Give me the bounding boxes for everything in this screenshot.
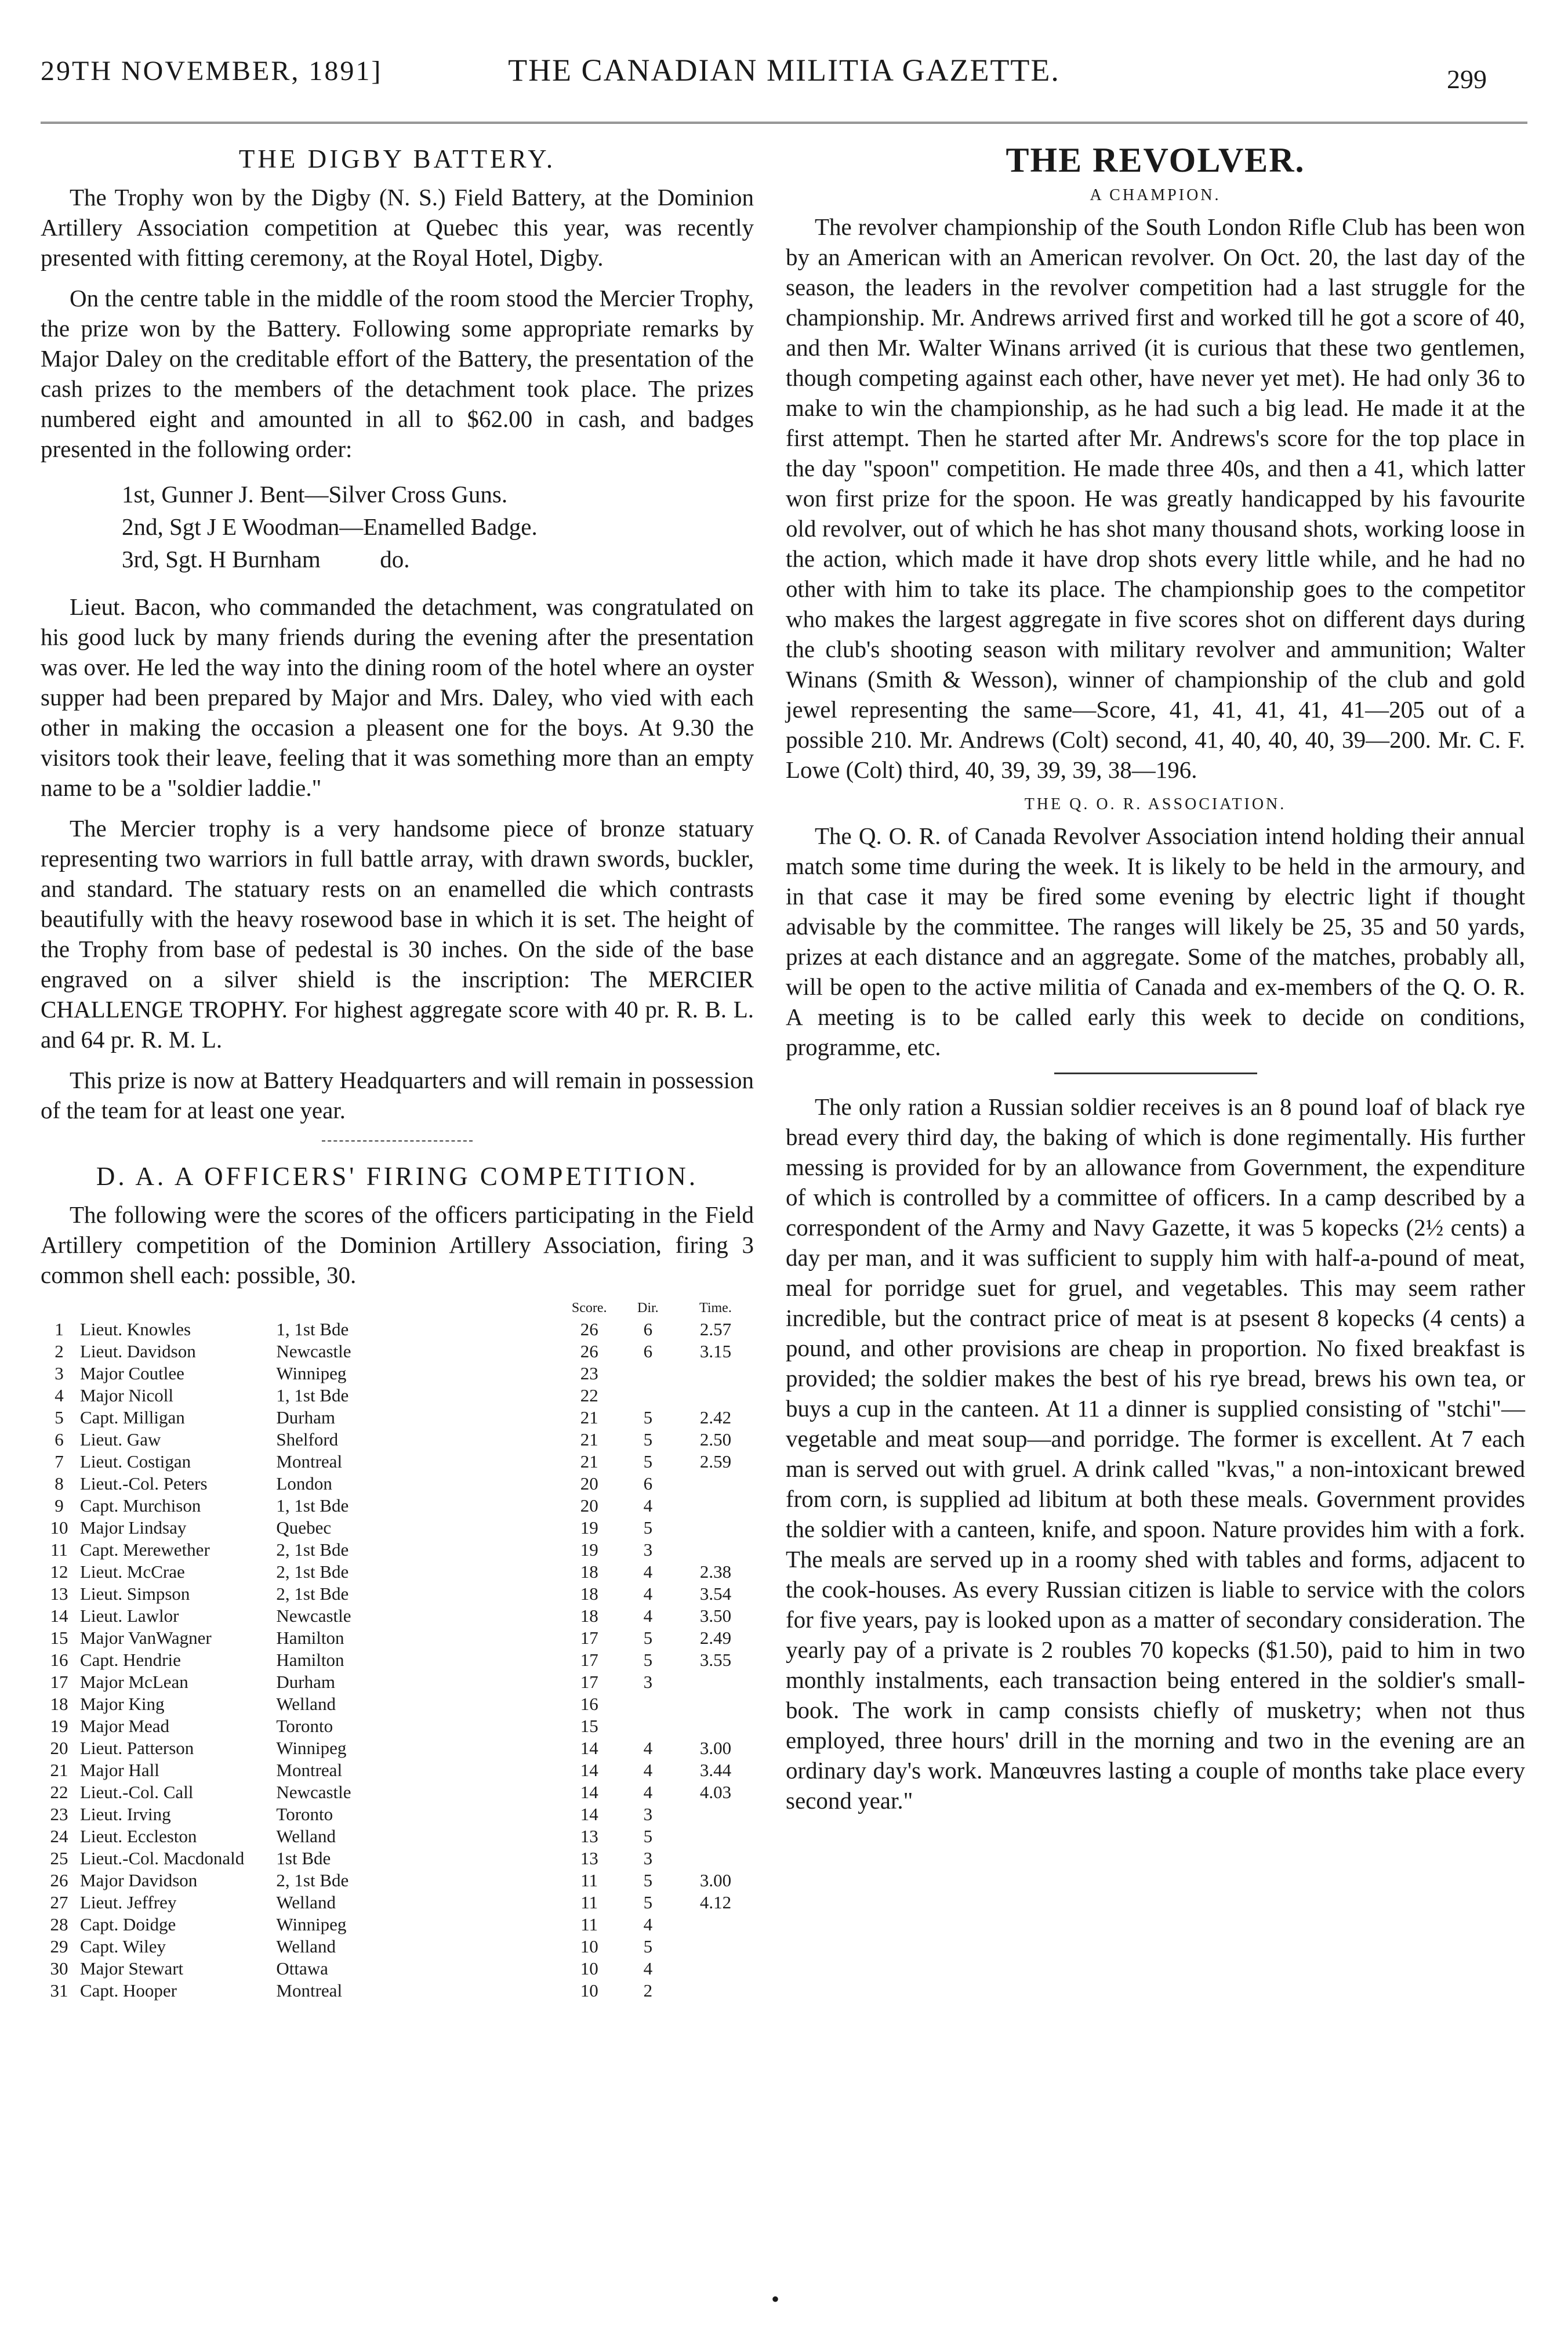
officer-unit: Ottawa — [276, 1958, 328, 1979]
officer-unit: 1, 1st Bde — [276, 1319, 349, 1339]
table-row — [41, 1649, 754, 1671]
score-value: 14 — [580, 1760, 598, 1780]
direction-value: 4 — [643, 1561, 653, 1582]
row-number: 10 — [50, 1517, 68, 1538]
section-divider — [322, 1140, 473, 1142]
score-value: 10 — [580, 1958, 598, 1979]
direction-value: 6 — [643, 1341, 653, 1361]
table-row — [41, 1958, 754, 1980]
table-row — [41, 1715, 754, 1737]
table-row — [41, 1737, 754, 1759]
officer-name: Lieut. Eccleston — [79, 1826, 197, 1846]
score-value: 14 — [580, 1804, 598, 1824]
row-number: 8 — [55, 1473, 64, 1494]
row-number: 2 — [55, 1341, 64, 1361]
table-row — [41, 1583, 754, 1605]
prize-list — [122, 478, 754, 575]
table-row — [41, 1318, 754, 1340]
time-value — [677, 1385, 754, 1407]
prize-item: 3rd, Sgt. H Burnham do. — [122, 546, 410, 573]
table-row — [41, 1781, 754, 1803]
table-row — [41, 1847, 754, 1870]
direction-value: 6 — [643, 1473, 653, 1494]
time-value: 3.50 — [699, 1606, 732, 1626]
officer-unit: 1, 1st Bde — [276, 1495, 349, 1516]
time-value: 2.42 — [699, 1407, 732, 1428]
digby-paragraph-2: On the centre table in the middle of the room stood the Mercier Trophy, the prize won by the Battery. Following some appropriate remarks by Major Daley on the creditable effort of the Battery, the presentation of the cash prizes to the members of the detachment took place. The prizes numbered eight and amounted in all to $62.00 in cash, and badges presented in the following order: — [41, 285, 754, 462]
time-value — [677, 1693, 754, 1715]
row-number: 3 — [55, 1363, 64, 1383]
score-value: 23 — [580, 1363, 598, 1383]
digby-paragraph-5: This prize is now at Battery Headquarters and will remain in possession of the team for at least one year. — [41, 1067, 754, 1124]
score-value: 18 — [580, 1561, 598, 1582]
officers-heading: D. A. A OFFICERS' FIRING COMPETITION. — [96, 1162, 699, 1191]
table-row — [41, 1561, 754, 1583]
row-number: 9 — [55, 1495, 64, 1516]
officer-name: Major Davidson — [79, 1870, 198, 1890]
officer-unit: Montreal — [276, 1980, 343, 2001]
score-value: 14 — [580, 1782, 598, 1802]
score-value: 17 — [580, 1650, 598, 1670]
row-number: 1 — [55, 1319, 64, 1339]
officer-name: Lieut.-Col. Peters — [79, 1473, 208, 1494]
officer-unit: Shelford — [276, 1429, 339, 1450]
score-value: 19 — [580, 1517, 598, 1538]
score-value: 11 — [580, 1892, 598, 1912]
score-value: 26 — [580, 1319, 598, 1339]
table-row — [41, 1892, 754, 1914]
row-number: 25 — [50, 1848, 68, 1868]
officer-name: Lieut. Irving — [79, 1804, 171, 1824]
officer-unit: 2, 1st Bde — [276, 1561, 349, 1582]
officer-name: Capt. Wiley — [79, 1936, 166, 1957]
officer-unit: Winnipeg — [276, 1914, 347, 1934]
left-column — [41, 133, 754, 2002]
direction-value: 5 — [643, 1936, 653, 1957]
ornament-dot: • — [771, 2286, 780, 2312]
table-row — [41, 1473, 754, 1495]
officer-unit: Durham — [276, 1407, 336, 1428]
direction-value: 3 — [643, 1672, 653, 1692]
officer-unit: Winnipeg — [276, 1363, 347, 1383]
officer-name: Capt. Hendrie — [79, 1650, 181, 1670]
score-value: 19 — [580, 1539, 598, 1560]
direction-value — [619, 1693, 677, 1715]
officer-unit: Montreal — [276, 1451, 343, 1472]
direction-value: 5 — [643, 1650, 653, 1670]
row-number: 14 — [50, 1606, 68, 1626]
officer-unit: Welland — [276, 1694, 336, 1714]
time-value: 2.57 — [699, 1319, 732, 1339]
header-rule — [41, 122, 1527, 124]
time-value: 4.03 — [699, 1782, 732, 1802]
qor-subheading: THE Q. O. R. ASSOCIATION. — [1024, 795, 1287, 813]
direction-value: 4 — [643, 1760, 653, 1780]
row-number: 4 — [55, 1385, 64, 1405]
score-value: 21 — [580, 1429, 598, 1450]
table-row — [41, 1693, 754, 1715]
time-value — [677, 1715, 754, 1737]
score-value: 10 — [580, 1980, 598, 2001]
officer-name: Lieut. Knowles — [79, 1319, 191, 1339]
direction-value: 5 — [643, 1826, 653, 1846]
table-row — [41, 1363, 754, 1385]
direction-value: 6 — [643, 1319, 653, 1339]
officer-name: Major Hall — [79, 1760, 159, 1780]
direction-value — [619, 1715, 677, 1737]
time-value — [677, 1825, 754, 1847]
page-header — [41, 23, 1527, 94]
officer-name: Lieut. McCrae — [79, 1561, 185, 1582]
row-number: 16 — [50, 1650, 68, 1670]
time-value — [677, 1539, 754, 1561]
officer-unit: Quebec — [276, 1517, 332, 1538]
time-value: 3.00 — [699, 1738, 732, 1758]
time-value: 4.12 — [699, 1892, 732, 1912]
time-value — [677, 1847, 754, 1870]
table-row — [41, 1980, 754, 2002]
direction-value: 4 — [643, 1495, 653, 1516]
table-row — [41, 1605, 754, 1627]
officer-unit: Welland — [276, 1892, 336, 1912]
champion-subheading: A CHAMPION. — [1090, 186, 1221, 204]
direction-value: 5 — [643, 1517, 653, 1538]
score-value: 17 — [580, 1628, 598, 1648]
time-value — [677, 1980, 754, 2002]
direction-value: 4 — [643, 1738, 653, 1758]
officer-unit: Winnipeg — [276, 1738, 347, 1758]
officer-unit: Newcastle — [276, 1606, 351, 1626]
officer-unit: 2, 1st Bde — [276, 1870, 349, 1890]
time-value: 2.38 — [699, 1561, 732, 1582]
digby-paragraph-3: Lieut. Bacon, who commanded the detachment, was congratulated on his good luck by many friends during the evening after the presentation was over. He led the way into the dining room of the hotel where an oyster supper had been prepared by Major and Mrs. Daley, who vied with each other in making the occasion a pleasent one for the boys. At 9.30 the visitors took their leave, feeling that it was something more than an empty name to be a "soldier laddie." — [41, 593, 754, 801]
page-number: 299 — [1447, 64, 1487, 94]
direction-value: 5 — [643, 1407, 653, 1428]
score-value: 15 — [580, 1716, 598, 1736]
score-value: 21 — [580, 1451, 598, 1472]
score-value: 20 — [580, 1473, 598, 1494]
time-value: 3.54 — [699, 1584, 732, 1604]
score-value: 11 — [580, 1914, 598, 1934]
time-value — [677, 1473, 754, 1495]
revolver-heading: THE REVOLVER. — [1006, 141, 1305, 179]
row-number: 18 — [50, 1694, 68, 1714]
officer-name: Major Nicoll — [79, 1385, 173, 1405]
row-number: 29 — [50, 1936, 68, 1957]
officer-unit: Montreal — [276, 1760, 343, 1780]
officer-unit: 1, 1st Bde — [276, 1385, 349, 1405]
table-row — [41, 1495, 754, 1517]
officer-unit: Newcastle — [276, 1341, 351, 1361]
score-value: 18 — [580, 1606, 598, 1626]
officer-unit: 2, 1st Bde — [276, 1539, 349, 1560]
officer-unit: Hamilton — [276, 1650, 344, 1670]
row-number: 24 — [50, 1826, 68, 1846]
table-row — [41, 1803, 754, 1825]
row-number: 6 — [55, 1429, 64, 1450]
direction-value: 3 — [643, 1848, 653, 1868]
officer-unit: Durham — [276, 1672, 336, 1692]
scores-header-row — [41, 1300, 754, 1318]
row-number: 22 — [50, 1782, 68, 1802]
row-number: 13 — [50, 1584, 68, 1604]
table-row — [41, 1429, 754, 1451]
row-number: 12 — [50, 1561, 68, 1582]
issue-date: 29TH NOVEMBER, 1891] — [41, 56, 383, 86]
officer-name: Lieut. Costigan — [79, 1451, 191, 1472]
table-row — [41, 1870, 754, 1892]
table-row — [41, 1936, 754, 1958]
time-value — [677, 1495, 754, 1517]
revolver-paragraph-1: The revolver championship of the South London Rifle Club has been won by an American with an American revolver. On Oct. 20, the last day of the season, the leaders in the revolver competition had a last struggle for the championship. Mr. Andrews arrived first and worked till he got a score of 40, and then Mr. Walter Winans arrived (it is curious that these two gentlemen, though competing against each other, have never yet met). He had only 36 to make to win the championship, as he had such a big lead. He made it at the first attempt. Then he started after Mr. Andrews's score for the top place in the day "spoon" competition. He made three 40s, and then a 41, which latter won first prize for the spoon. He was greatly handicapped by his favourite old revolver, out of which he has shot many thousand shots, working loose in the action, which made it have drop shots every little while, and he had no other with him to take its place. The championship goes to the competitor who makes the largest aggregate in five scores shot on different days during the club's shooting season with military revolver and ammunition; Walter Winans (Smith & Wesson), winner of championship of the club and gold jewel representing the same—Score, 41, 41, 41, 41, 41—205 out of a possible 210. Mr. Andrews (Colt) second, 41, 40, 40, 40, 39—200. Mr. C. F. Lowe (Colt) third, 40, 39, 39, 39, 38—196. — [786, 213, 1525, 783]
officer-name: Major VanWagner — [79, 1628, 212, 1648]
time-value — [677, 1914, 754, 1936]
row-number: 11 — [50, 1539, 68, 1560]
officer-name: Capt. Murchison — [79, 1495, 201, 1516]
officer-name: Major Lindsay — [79, 1517, 187, 1538]
officer-name: Capt. Doidge — [79, 1914, 176, 1934]
officer-unit: Toronto — [276, 1716, 333, 1736]
row-number: 19 — [50, 1716, 68, 1736]
score-value: 17 — [580, 1672, 598, 1692]
table-row — [41, 1825, 754, 1847]
russian-ration-paragraph: The only ration a Russian soldier receives is an 8 pound loaf of black rye bread every third day, the baking of which is done regimentally. His further messing is provided for by an allowance from Government, the expenditure of which is controlled by a committee of officers. In a camp described by a correspondent of the Army and Navy Gazette, it was 5 kopecks (2½ cents) a day per man, and it was sufficient to supply him with half-a-pound of meat, meal for porridge suet for gruel, and vegetables. This may seem rather incredible, but the contract price of meat is at psesent 8 kopecks (4 cents) a pound, and other provisions are cheap in proportion. No fixed breakfast is provided; the soldier makes the best of his rye bread, brews his own tea, or buys a cup in the canteen. At 11 a dinner is supplied consisting of "stchi"—vegetable and meat soup—and porridge. The former is excellent. At 7 each man is served out with gruel. A drink called "kvas," a non-intoxicant brewed from corn, is supplied ad libitum at both these meals. Government provides the soldier with a canteen, knife, and spoon. Nature provides him with a fork. The meals are served up in a roomy shed with tables and forms, adjacent to the cook-houses. As every Russian citizen is liable to service with the colors for five years, pay is looked upon as a matter of secondary consideration. The yearly pay of a private is 2 roubles 70 kopecks ($1.50), paid to him in two monthly instalments, each transaction being entered in the soldier's small-book. The work in camp consists chiefly of musketry; when not thus employed, three hours' drill in the morning and two in the evening are an ordinary day's work. Manœuvres lasting a couple of months take place every second year." — [786, 1093, 1525, 1814]
officer-name: Lieut. Patterson — [79, 1738, 194, 1758]
table-row — [41, 1627, 754, 1649]
score-value: 14 — [580, 1738, 598, 1758]
table-row — [41, 1914, 754, 1936]
officer-name: Lieut. Simpson — [79, 1584, 190, 1604]
row-number: 31 — [50, 1980, 68, 2001]
row-number: 7 — [55, 1451, 64, 1472]
row-number: 17 — [50, 1672, 68, 1692]
score-value: 11 — [580, 1870, 598, 1890]
section-divider — [1054, 1073, 1257, 1074]
officer-name: Major Mead — [79, 1716, 170, 1736]
gazette-title: THE CANADIAN MILITIA GAZETTE. — [508, 53, 1060, 88]
time-value — [677, 1363, 754, 1385]
officer-name: Capt. Hooper — [79, 1980, 177, 2001]
officer-name: Lieut.-Col. Call — [79, 1782, 194, 1802]
row-number: 5 — [55, 1407, 64, 1428]
table-row — [41, 1407, 754, 1429]
score-value: 21 — [580, 1407, 598, 1428]
row-number: 26 — [50, 1870, 68, 1890]
time-value: 3.55 — [699, 1650, 732, 1670]
officer-unit: 1st Bde — [276, 1848, 331, 1868]
row-number: 28 — [50, 1914, 68, 1934]
direction-value — [619, 1385, 677, 1407]
direction-value — [619, 1363, 677, 1385]
time-value: 2.50 — [699, 1429, 732, 1450]
table-row — [41, 1539, 754, 1561]
officer-name: Capt. Merewether — [79, 1539, 210, 1560]
direction-value: 5 — [643, 1628, 653, 1648]
score-value: 10 — [580, 1936, 598, 1957]
direction-value: 5 — [643, 1870, 653, 1890]
table-row — [41, 1671, 754, 1693]
prize-item: 1st, Gunner J. Bent—Silver Cross Guns. — [122, 481, 508, 508]
officers-intro: The following were the scores of the officers participating in the Field Artillery competition of the Dominion Artillery Association, firing 3 common shell each: possible, 30. — [41, 1201, 754, 1288]
time-column-header: Time. — [699, 1300, 732, 1316]
officer-name: Major Stewart — [79, 1958, 184, 1979]
table-row — [41, 1759, 754, 1781]
digby-paragraph-1: The Trophy won by the Digby (N. S.) Field Battery, at the Dominion Artillery Association competition at Quebec this year, was recently presented with fitting ceremony, at the Royal Hotel, Digby. — [41, 184, 754, 271]
officer-unit: Welland — [276, 1936, 336, 1957]
revolver-paragraph-2: The Q. O. R. of Canada Revolver Association intend holding their annual match some time during the week. It is likely to be held in the armoury, and in that case it may be fired some evening by electric light if thought advisable by the committee. The ranges will likely be 25, 35 and 50 yards, prizes at each distance and an aggregate. Some of the matches, probably all, will be open to the active militia of Canada and ex-members of the Q. O. R. A meeting is to be called early this week to decide on conditions, programme, etc. — [786, 823, 1525, 1060]
officer-unit: Welland — [276, 1826, 336, 1846]
direction-value: 4 — [643, 1914, 653, 1934]
direction-value: 5 — [643, 1451, 653, 1472]
score-value: 13 — [580, 1826, 598, 1846]
score-value: 13 — [580, 1848, 598, 1868]
row-number: 20 — [50, 1738, 68, 1758]
direction-value: 5 — [643, 1429, 653, 1450]
table-row — [41, 1517, 754, 1539]
time-value: 3.15 — [699, 1341, 732, 1361]
time-value: 2.49 — [699, 1628, 732, 1648]
score-value: 18 — [580, 1584, 598, 1604]
time-value — [677, 1517, 754, 1539]
time-value: 2.59 — [699, 1451, 732, 1472]
row-number: 27 — [50, 1892, 68, 1912]
officer-unit: Hamilton — [276, 1628, 344, 1648]
officer-name: Major McLean — [79, 1672, 188, 1692]
direction-value: 3 — [643, 1804, 653, 1824]
officer-name: Capt. Milligan — [79, 1407, 185, 1428]
score-value: 26 — [580, 1341, 598, 1361]
officer-unit: Toronto — [276, 1804, 333, 1824]
direction-value: 4 — [643, 1606, 653, 1626]
direction-value: 4 — [643, 1782, 653, 1802]
prize-item: 2nd, Sgt J E Woodman—Enamelled Badge. — [122, 513, 538, 540]
time-value — [677, 1803, 754, 1825]
officer-name: Lieut. Lawlor — [79, 1606, 179, 1626]
officer-name: Lieut. Jeffrey — [79, 1892, 177, 1912]
row-number: 15 — [50, 1628, 68, 1648]
direction-value: 2 — [643, 1980, 653, 2001]
time-value — [677, 1936, 754, 1958]
time-value — [677, 1958, 754, 1980]
score-value: 20 — [580, 1495, 598, 1516]
officer-name: Major King — [79, 1694, 165, 1714]
officer-name: Lieut. Gaw — [79, 1429, 161, 1450]
direction-value: 5 — [643, 1892, 653, 1912]
officer-unit: Newcastle — [276, 1782, 351, 1802]
officer-name: Lieut. Davidson — [79, 1341, 196, 1361]
time-value — [677, 1671, 754, 1693]
officer-unit: 2, 1st Bde — [276, 1584, 349, 1604]
row-number: 21 — [50, 1760, 68, 1780]
time-value: 3.44 — [699, 1760, 732, 1780]
digby-paragraph-4: The Mercier trophy is a very handsome piece of bronze statuary representing two warriors in full battle array, with drawn swords, buckler, and standard. The statuary rests on an enamelled die which contrasts beautifully with the heavy rosewood base in which it is set. The height of the Trophy from base of pedestal is 30 inches. On the side of the base engraved on a silver shield is the inscription: The MERCIER CHALLENGE TROPHY. For highest aggregate score with 40 pr. R. B. L. and 64 pr. R. M. L. — [41, 815, 754, 1053]
score-column-header: Score. — [571, 1300, 607, 1316]
row-number: 30 — [50, 1958, 68, 1979]
officer-name: Lieut.-Col. Macdonald — [79, 1848, 245, 1868]
table-row — [41, 1385, 754, 1407]
table-row — [41, 1451, 754, 1473]
right-column — [786, 133, 1525, 1826]
table-row — [41, 1340, 754, 1363]
scores-table — [41, 1300, 754, 2002]
officer-name: Major Coutlee — [79, 1363, 184, 1383]
score-value: 22 — [580, 1385, 598, 1405]
direction-value: 3 — [643, 1539, 653, 1560]
digby-heading: THE DIGBY BATTERY. — [238, 144, 556, 173]
direction-value: 4 — [643, 1958, 653, 1979]
direction-value: 4 — [643, 1584, 653, 1604]
score-value: 16 — [580, 1694, 598, 1714]
dir-column-header: Dir. — [637, 1300, 659, 1316]
row-number: 23 — [50, 1804, 68, 1824]
time-value: 3.00 — [699, 1870, 732, 1890]
officer-unit: London — [276, 1473, 332, 1494]
